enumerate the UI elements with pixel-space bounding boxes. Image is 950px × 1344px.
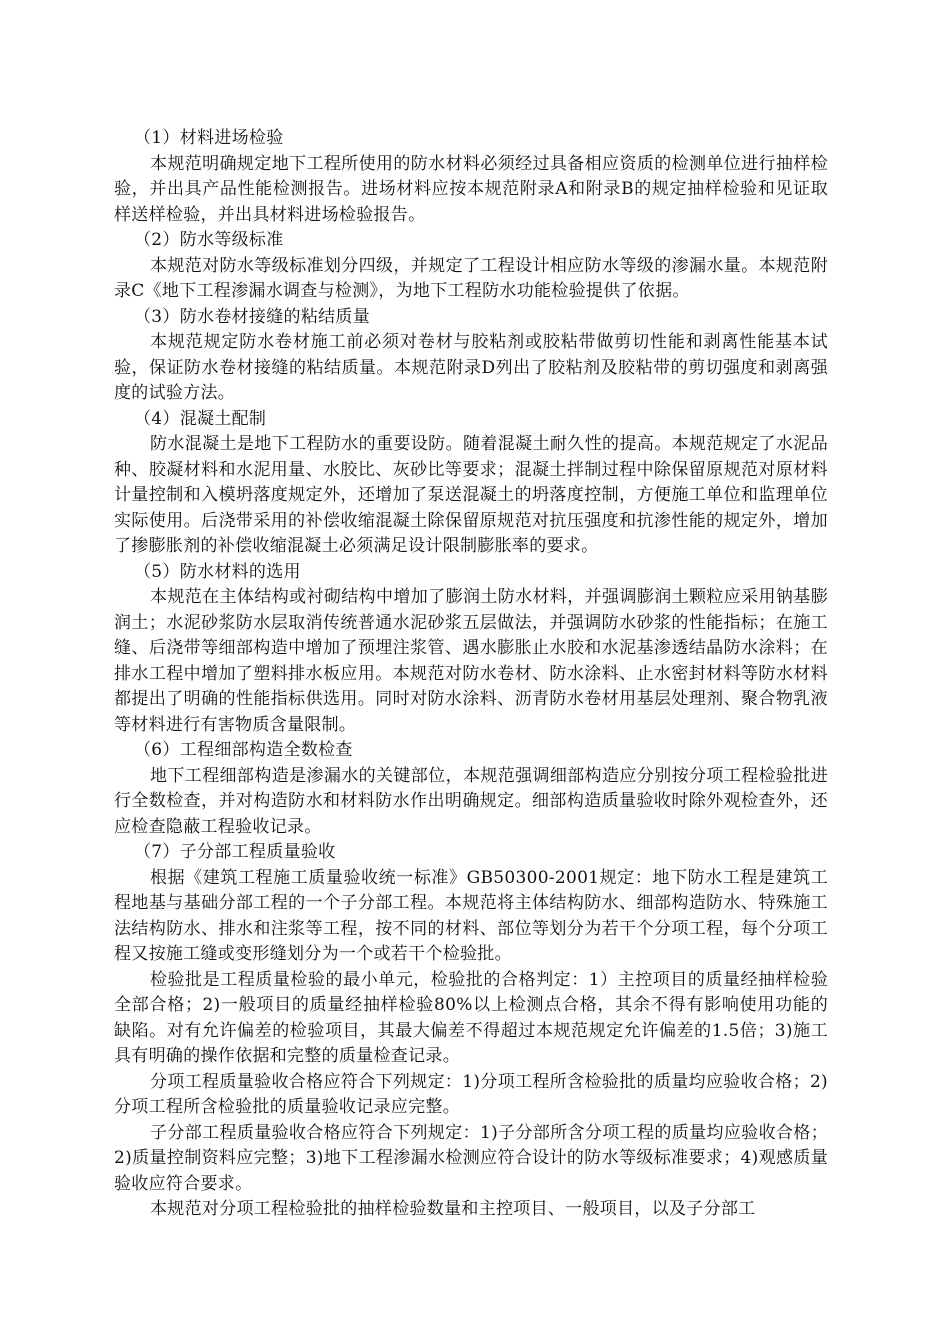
section-material-selection [114, 560, 828, 739]
section-membrane-seam [114, 305, 828, 407]
paragraph: 根据《建筑工程施工质量验收统一标准》GB50300-2001规定：地下防水工程是建筑工程地基与基础分部工程的一个子分部工程。本规范将主体结构防水、细部构造防水、特殊施工法结构防水、排水和注浆等工程，按不同的材料、部位等划分为若干个分项工程，每个分项工程又按施工缝或变形缝划分为一个或若干个检验批。 [114, 867, 828, 964]
paragraph: 检验批是工程质量检验的最小单元，检验批的合格判定：1）主控项目的质量经抽样检验全部合格；2)一般项目的质量经抽样检验80%以上检测点合格，其余不得有影响使用功能的缺陷。对有允许偏差的检验项目，其最大偏差不得超过本规范规定允许偏差的1.5倍；3)施工具有明确的操作依据和完整的质量检查记录。 [114, 969, 828, 1066]
paragraph: 地下工程细部构造是渗漏水的关键部位，本规范强调细部构造应分别按分项工程检验批进行全数检查，并对构造防水和材料防水作出明确规定。细部构造质量验收时除外观检查外，还应检查隐蔽工程验收记录。 [114, 765, 828, 837]
section-waterproof-grade [114, 228, 828, 305]
section-detail-inspection [114, 738, 828, 840]
section-subdivision-acceptance [114, 840, 828, 1223]
document-body [114, 126, 828, 1223]
section-concrete-mix [114, 407, 828, 560]
paragraph: 分项工程质量验收合格应符合下列规定：1)分项工程所含检验批的质量均应验收合格；2)分项工程所含检验批的质量验收记录应完整。 [114, 1071, 828, 1117]
section-heading: （1）材料进场检验 [134, 128, 284, 148]
section-heading: （4）混凝土配制 [134, 408, 267, 429]
section-heading: （5）防水材料的选用 [134, 561, 301, 582]
section-material-inspection [114, 126, 828, 228]
paragraph: 本规范在主体结构或衬砌结构中增加了膨润土防水材料，并强调膨润土颗粒应采用钠基膨润土；水泥砂浆防水层取消传统普通水泥砂浆五层做法，并强调防水砂浆的性能指标；在施工缝、后浇带等细部构造中增加了预埋注浆管、遇水膨胀止水胶和水泥基渗透结晶防水涂料；在排水工程中增加了塑料排水板应用。本规范对防水卷材、防水涂料、止水密封材料等防水材料都提出了明确的性能指标供选用。同时对防水涂料、沥青防水卷材用基层处理剂、聚合物乳液等材料进行有害物质含量限制。 [114, 587, 828, 735]
section-heading: （3）防水卷材接缝的粘结质量 [134, 306, 371, 327]
paragraph: 子分部工程质量验收合格应符合下列规定：1)子分部所含分项工程的质量均应验收合格；2)质量控制资料应完整；3)地下工程渗漏水检测应符合设计的防水等级标准要求；4)观感质量验收应符合要求。 [114, 1122, 828, 1194]
paragraph: 本规范对防水等级标准划分四级，并规定了工程设计相应防水等级的渗漏水量。本规范附录C《地下工程渗漏水调查与检测》，为地下工程防水功能检验提供了依据。 [114, 255, 828, 301]
section-heading: （2）防水等级标准 [134, 230, 284, 250]
section-heading: （7）子分部工程质量验收 [134, 842, 336, 862]
paragraph: 本规范对分项工程检验批的抽样检验数量和主控项目、一般项目，以及子分部工 [150, 1199, 756, 1219]
paragraph: 防水混凝土是地下工程防水的重要设防。随着混凝土耐久性的提高。本规范规定了水泥品种、胶凝材料和水泥用量、水胶比、灰砂比等要求；混凝土拌制过程中除保留原规范对原材料计量控制和入模坍落度规定外，还增加了泵送混凝土的坍落度控制，方便施工单位和监理单位实际使用。后浇带采用的补偿收缩混凝土除保留原规范对抗压强度和抗渗性能的规定外，增加了掺膨胀剂的补偿收缩混凝土必须满足设计限制膨胀率的要求。 [114, 434, 828, 556]
paragraph: 本规范明确规定地下工程所使用的防水材料必须经过具备相应资质的检测单位进行抽样检验，并出具产品性能检测报告。进场材料应按本规范附录A和附录B的规定抽样检验和见证取样送样检验，并出具材料进场检验报告。 [114, 153, 828, 225]
paragraph: 本规范规定防水卷材施工前必须对卷材与胶粘剂或胶粘带做剪切性能和剥离性能基本试验，保证防水卷材接缝的粘结质量。本规范附录D列出了胶粘剂及胶粘带的剪切强度和剥离强度的试验方法。 [114, 332, 828, 403]
section-heading: （6）工程细部构造全数检查 [134, 740, 353, 760]
